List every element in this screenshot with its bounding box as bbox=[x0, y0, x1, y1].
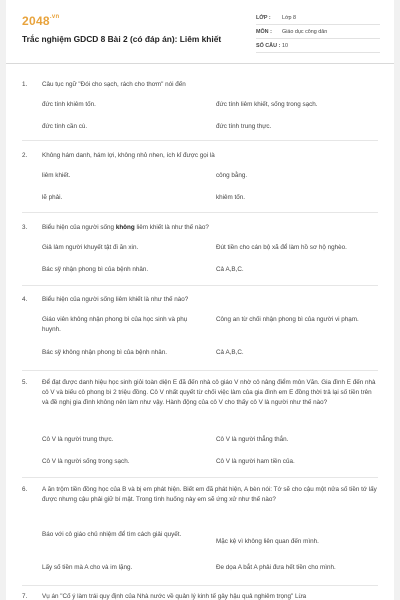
answer-option-d[interactable]: Cả A,B,C. bbox=[216, 266, 244, 273]
answer-option-a[interactable]: Giả làm người khuyết tật đi ăn xin. bbox=[42, 244, 139, 251]
answer-option-b[interactable]: Đút tiền cho cán bộ xã để làm hồ sơ hộ nghèo. bbox=[216, 244, 347, 251]
question-text: Không hám danh, hám lợi, không nhỏ nhen, ích kỉ được gọi là bbox=[42, 152, 215, 159]
question-number: 1. bbox=[22, 81, 28, 88]
divider bbox=[22, 585, 378, 586]
question-1 bbox=[22, 80, 378, 90]
question-text-part: liêm khiết là như thế nào? bbox=[134, 224, 209, 231]
answer-option-d[interactable]: Đe dọa A bắt A phải đưa hết tiền cho mình. bbox=[216, 564, 336, 571]
answer-option-c[interactable]: đức tính cần cù. bbox=[42, 123, 88, 130]
question-2 bbox=[22, 151, 378, 161]
answer-option-b[interactable]: Cô V là người thẳng thắn. bbox=[216, 436, 289, 443]
meta-value: Giáo dục công dân bbox=[282, 28, 328, 35]
meta-value: 10 bbox=[282, 42, 288, 49]
meta-table bbox=[256, 11, 380, 53]
question-6 bbox=[22, 485, 378, 505]
question-number: 4. bbox=[22, 296, 28, 303]
header bbox=[6, 0, 394, 64]
question-text: Câu tục ngữ "Đói cho sạch, rách cho thơm" nói đến bbox=[42, 81, 186, 88]
question-text: Vụ án "Cố ý làm trái quy định của Nhà nước về quản lý kinh tế gây hậu quả nghiêm trọng" Lừa bbox=[42, 593, 307, 600]
question-7 bbox=[22, 592, 378, 600]
logo-suffix: .vn bbox=[49, 14, 60, 20]
answer-option-a[interactable]: đức tính khiêm tốn. bbox=[42, 101, 96, 108]
answer-option-a[interactable]: Báo với cô giáo chủ nhiệm để tìm cách giải quyết. bbox=[42, 531, 182, 538]
question-text-part: Biểu hiện của người sống bbox=[42, 224, 116, 231]
question-5 bbox=[22, 378, 378, 408]
answer-option-b[interactable]: công bằng. bbox=[216, 172, 248, 179]
answer-option-d[interactable]: Cô V là người ham tiền của. bbox=[216, 458, 295, 465]
meta-label: LỚP : bbox=[256, 14, 271, 21]
answer-option-c[interactable]: Cô V là người sống trong sạch. bbox=[42, 458, 130, 465]
divider bbox=[22, 370, 378, 371]
question-4 bbox=[22, 295, 378, 305]
question-number: 5. bbox=[22, 379, 28, 386]
question-text: Biểu hiện của người sống liêm khiết là như thế nào? bbox=[42, 296, 189, 303]
divider bbox=[22, 285, 378, 286]
answer-option-c[interactable]: lẽ phải. bbox=[42, 194, 63, 201]
logo-text: 2048 bbox=[22, 14, 50, 28]
document-page bbox=[6, 0, 394, 600]
answer-option-c[interactable]: Bác sỹ không nhận phong bì của bệnh nhân. bbox=[42, 349, 167, 356]
answer-option-b[interactable]: Mặc kệ vì không liên quan đến mình. bbox=[216, 538, 319, 545]
meta-label: MÔN : bbox=[256, 28, 272, 35]
question-number: 7. bbox=[22, 593, 28, 600]
meta-row-class bbox=[256, 11, 380, 25]
question-text: Để đạt được danh hiệu học sinh giỏi toàn diện E đã đến nhà cô giáo V nhờ cô nâng điểm môn Văn. Gia đình E đến nhà cô V và biếu cô phong bì 2 triệu đồng. Cô V nhất quyết từ chối việc làm của gia đình em E đồng thời trả lại số tiền trên và đề nghị gia đình không nên làm như vậy. Hành động của cô V cho thấy cô V là người như thế nào? bbox=[42, 379, 376, 407]
meta-row-subject bbox=[256, 25, 380, 39]
answer-option-d[interactable]: khiêm tốn. bbox=[216, 194, 246, 201]
answer-option-d[interactable]: đức tính trung thực. bbox=[216, 123, 272, 130]
meta-row-count bbox=[256, 39, 380, 53]
answer-option-d[interactable]: Cả A,B,C. bbox=[216, 349, 244, 356]
divider bbox=[22, 477, 378, 478]
meta-label: SỐ CÂU : bbox=[256, 42, 281, 49]
document-title: Trắc nghiệm GDCD 8 Bài 2 (có đáp án): Liêm khiết bbox=[22, 34, 222, 44]
question-3 bbox=[22, 223, 378, 233]
answer-option-c[interactable]: Lấy số tiền mà A cho và im lặng. bbox=[42, 564, 133, 571]
answer-option-b[interactable]: đức tính liêm khiết, sống trong sạch. bbox=[216, 101, 318, 108]
question-number: 2. bbox=[22, 152, 28, 159]
answer-option-c[interactable]: Bác sỹ nhận phong bì của bệnh nhân. bbox=[42, 266, 149, 273]
question-text: A ăn trộm tiền đồng học của B và bị em phát hiện. Biết em đã phát hiện, A bèn nói: Tớ sẽ cho cậu một nửa số tiền tớ lấy được nhưng cậu phải giữ bí mật. Trong tình huống này em sẽ ứng xử như thế nào? bbox=[42, 486, 377, 504]
divider bbox=[22, 212, 378, 213]
question-number: 3. bbox=[22, 224, 28, 231]
answer-option-a[interactable]: liêm khiết. bbox=[42, 172, 71, 179]
question-number: 6. bbox=[22, 486, 28, 493]
divider bbox=[22, 140, 378, 141]
site-logo[interactable] bbox=[22, 14, 59, 28]
answer-option-a[interactable]: Cô V là người trung thực. bbox=[42, 436, 114, 443]
answer-option-a[interactable]: Giáo viên không nhận phong bì của học sinh và phụ huynh. bbox=[42, 316, 188, 334]
answer-option-b[interactable]: Công an từ chối nhận phong bì của người vi phạm. bbox=[216, 316, 359, 323]
meta-value: Lớp 8 bbox=[282, 14, 297, 21]
question-text-emphasis: không bbox=[115, 224, 135, 231]
question-text bbox=[42, 223, 378, 233]
